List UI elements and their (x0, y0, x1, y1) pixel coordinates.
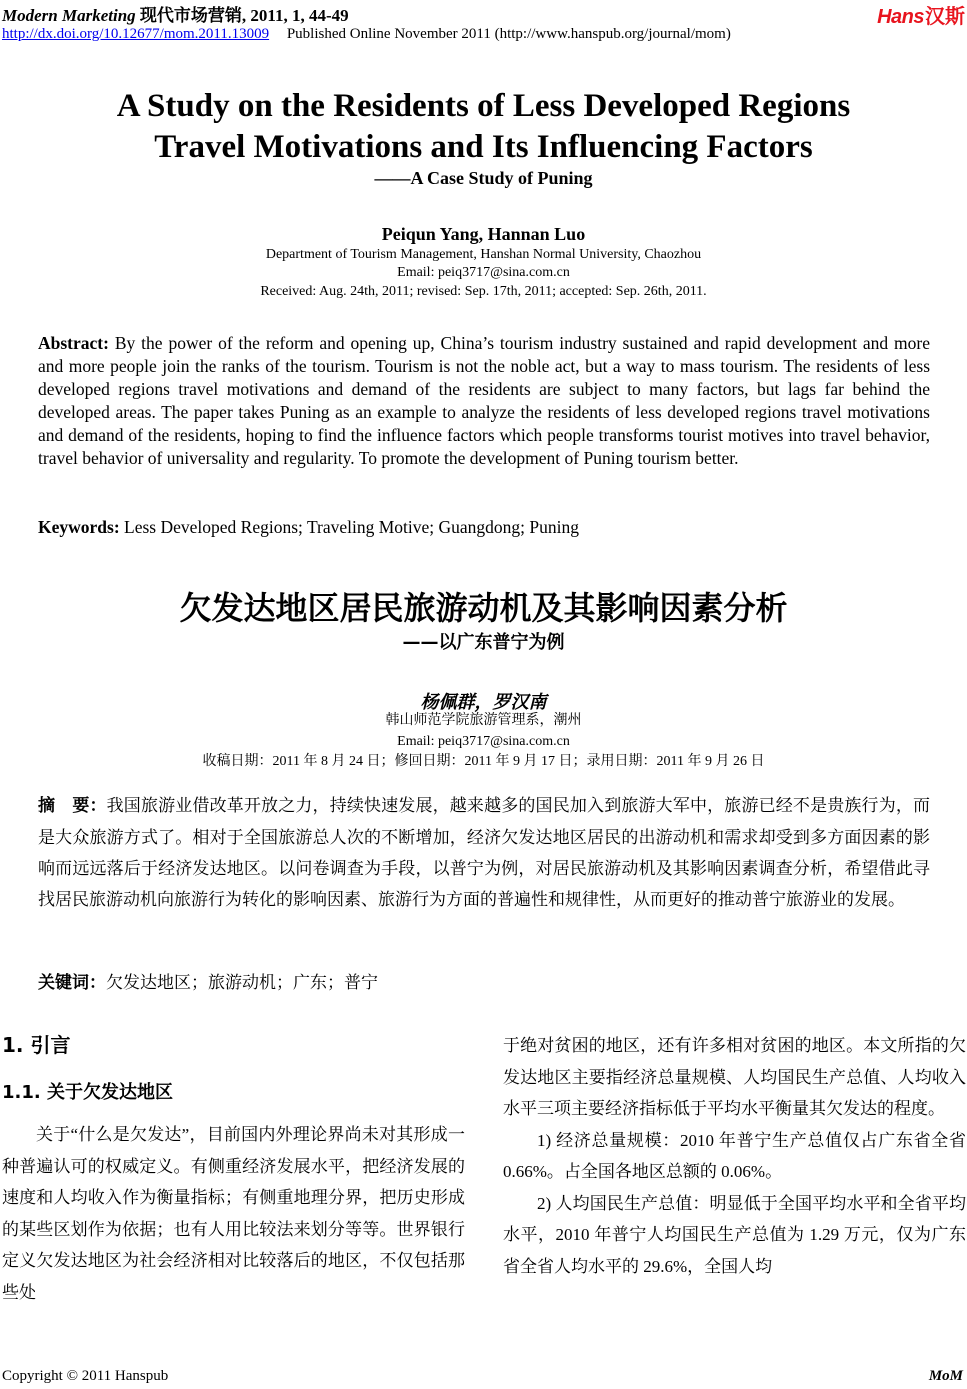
keywords-label: Keywords: (38, 517, 120, 537)
english-keywords (38, 516, 930, 539)
section-1-1-heading: 1.1. 关于欠发达地区 (2, 1082, 173, 1103)
logo-text-cn: 汉斯 (925, 6, 965, 28)
chinese-title: 欠发达地区居民旅游动机及其影响因素分析 (179, 589, 788, 627)
journal-citation (2, 1, 349, 26)
published-online-text: Published Online November 2011 (http://www.hanspub.org/journal/mom) (286, 26, 731, 42)
body-left-column (2, 1030, 465, 1308)
chinese-affiliation: 韩山师范学院旅游管理系，潮州 (385, 713, 582, 728)
chinese-abstract (38, 790, 930, 915)
body-paragraph: 关于“什么是欠发达”，目前国内外理论界尚未对其形成一种普遍认可的权威定义。有侧重经济发展水平，把经济发展的速度和人均收入作为衡量指标；有侧重地理分界，把历史形成的某些区划作为依据；也有人用比较法来划分等等。世界银行定义欠发达地区为社会经济相对比较落后的地区，不仅包括那些处 (2, 1125, 465, 1302)
doi-link[interactable]: http://dx.doi.org/10.12677/mom.2011.13009 (2, 26, 270, 42)
publication-info (2, 26, 731, 43)
journal-name-cn-citation: 现代市场营销, 2011, 1, 44-49 (139, 6, 349, 25)
body-paragraph: 2) 人均国民生产总值：明显低于全国平均水平和全省平均水平，2010 年普宁人均国民生产总值为 1.29 万元，仅为广东省全省人均水平的 29.6%，全国人均 (503, 1193, 966, 1276)
abstract-text: By the power of the reform and opening up, China’s tourism industry sustained and rapid development and more and more people join the ranks of the tourism. Tourism is not the noble act, but a way to mass tourism. The residents of less developed regions travel motivations and demand of the residents are subject to many factors, but lags far behind the developed areas. The paper takes Puning as an example to analyze the residents of less developed regions travel motivations and demand of the residents, hoping to find the influence factors which people transforms tourist motives into travel behavior, travel behavior of universality and regularity. To promote the development of Puning tourism better. (38, 333, 930, 468)
abstract-label: Abstract: (38, 333, 109, 353)
chinese-subtitle: ——以广东普宁为例 (402, 632, 565, 653)
keywords-text: Less Developed Regions; Traveling Motive; Guangdong; Puning (119, 517, 580, 537)
chinese-email: Email: peiq3717@sina.com.cn (397, 734, 570, 749)
body-paragraph: 1) 经济总量规模：2010 年普宁生产总值仅占广东省全省 0.66%。占全国各地区总额的 0.06%。 (503, 1130, 966, 1181)
chinese-dates: 收稿日期：2011 年 8 月 24 日；修回日期：2011 年 9 月 17 日；录用日期：2011 年 9 月 26 日 (202, 754, 765, 769)
chinese-keywords (38, 967, 930, 999)
body-right-column (503, 1030, 966, 1282)
english-abstract (38, 332, 930, 470)
english-email: Email: peiq3717@sina.com.cn (397, 265, 570, 280)
chinese-abstract-text: 我国旅游业借改革开放之力，持续快速发展，越来越多的国民加入到旅游大军中，旅游已经不是贵族行为，而是大众旅游方式了。相对于全国旅游总人次的不断增加，经济欠发达地区居民的出游动机和需求却受到多方面因素的影响而远远落后于经济发达地区。以问卷调查为手段，以普宁为例，对居民旅游动机及其影响因素调查分析，希望借此寻找居民旅游动机向旅游行为转化的影响因素、旅游行为方面的普遍性和规律性，从而更好的推动普宁旅游业的发展。 (38, 796, 931, 909)
chinese-authors: 杨佩群，罗汉南 (420, 692, 547, 712)
chinese-keywords-text: 欠发达地区；旅游动机；广东；普宁 (106, 973, 378, 992)
hans-logo (877, 0, 965, 29)
english-dates: Received: Aug. 24th, 2011; revised: Sep. 17th, 2011; accepted: Sep. 26th, 2011. (260, 284, 707, 299)
english-authors: Peiqun Yang, Hannan Luo (381, 224, 586, 244)
english-title-line-2: Travel Motivations and Its Influencing Factors (154, 129, 813, 165)
english-affiliation: Department of Tourism Management, Hanshan Normal University, Chaozhou (265, 247, 702, 262)
logo-text-en: Hans (877, 6, 924, 28)
section-1-heading: 1. 引言 (2, 1033, 71, 1057)
body-paragraph: 于绝对贫困的地区，还有许多相对贫困的地区。本文所指的欠发达地区主要指经济总量规模、人均国民生产总值、人均收入水平三项主要经济指标低于平均水平衡量其欠发达的程度。 (503, 1036, 966, 1118)
footer-copyright: Copyright © 2011 Hanspub (2, 1368, 169, 1384)
footer-journal-abbr: MoM (928, 1368, 963, 1384)
chinese-keywords-label: 关键词： (38, 973, 106, 993)
english-title-line-1: A Study on the Residents of Less Developed Regions (116, 88, 851, 124)
chinese-abstract-label: 摘 要： (38, 796, 107, 816)
english-subtitle: ——A Case Study of Puning (374, 168, 593, 188)
journal-name-en: Modern Marketing (2, 6, 136, 25)
